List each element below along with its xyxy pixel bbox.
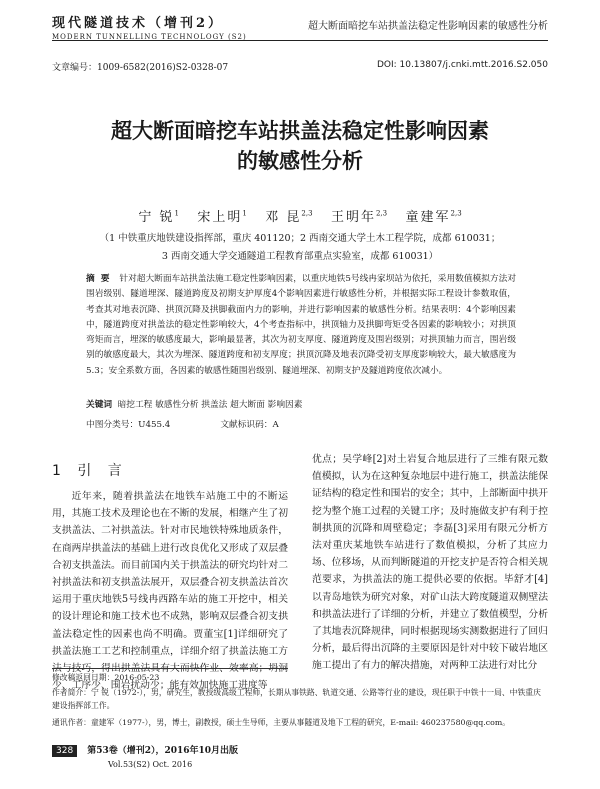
issue-cn: 第53卷（增刊2），2016年10月出版: [87, 746, 239, 756]
classification: [86, 418, 329, 430]
paper-title-line-1: 超大断面暗挖车站拱盖法稳定性影响因素: [111, 119, 489, 143]
keywords-text: 暗挖工程 敏感性分析 拱盖法 超大断面 影响因素: [117, 400, 303, 410]
abstract-label: 摘要: [86, 274, 116, 284]
running-title: 超大断面暗挖车站拱盖法稳定性影响因素的敏感性分析: [308, 21, 548, 32]
doi: DOI: 10.13807/j.cnki.mtt.2016.S2.050: [376, 60, 548, 70]
author-name: 邓 昆: [265, 210, 302, 225]
affiliation-line-1: （1 中铁重庆地铁建设指挥部，重庆 401120；2 西南交通大学土木工程学院，成都 610031；: [99, 233, 501, 244]
footnote-rule: [52, 668, 288, 669]
author-affil-mark: 2,3: [450, 209, 462, 218]
author-name: 宁 锐: [138, 210, 175, 225]
page-number: 328: [52, 745, 77, 757]
clc-number: 中图分类号：U455.4: [86, 420, 171, 430]
author-name: 宋上明: [197, 210, 243, 225]
paper-title-line-2: 的敏感性分析: [237, 149, 363, 173]
abstract-text: 针对超大断面车站拱盖法施工稳定性影响因素，以重庆地铁5号线冉家坝站为依托，采用数值模拟方法对围岩级别、隧道埋深、隧道跨度及初期支护厚度4个影响因素进行敏感性分析，并根据实际工程设计参数取值，考查其对地表沉降、拱顶沉降及拱脚截面内力的影响，并进行影响因素的敏感性分析。结果表明：4个影响因素中，隧道跨度对拱盖法的稳定性影响较大，4个考查指标中，拱顶轴力及拱脚弯矩受各因素的影响较小；对拱顶弯矩而言，埋深的敏感度最大，影响最显著，其次为初支厚度、隧道跨度及围岩级别；对拱顶轴力而言，围岩级别的敏感度最大，其次为埋深、隧道跨度和初支厚度；拱顶沉降及地表沉降受初支厚度影响较大，最大敏感度为5.3；安全系数方面，各因素的敏感性随围岩级别、隧道埋深、初期支护及隧道跨度依次减小。: [86, 274, 517, 376]
abstract: [86, 272, 516, 379]
author-name: 童建军: [405, 210, 451, 225]
author-affil-mark: 1: [242, 209, 247, 218]
footnote-corresponding: 通讯作者：童建军（1977-），男，博士，副教授，硕士生导师，主要从事隧道及地下工程的研究，E-mail: 460237580@qq.com。: [52, 718, 511, 727]
header-rule: [52, 40, 548, 41]
journal-name-en: MODERN TUNNELLING TECHNOLOGY (S2): [52, 33, 247, 41]
document-code: 文献标识码：A: [220, 420, 279, 430]
author-affil-mark: 2,3: [301, 209, 313, 218]
footnote-received: 修改稿返回日期：2016-05-23: [52, 673, 160, 682]
issue-en: Vol.53(S2) Oct. 2016: [108, 760, 193, 769]
page-footer: [52, 743, 238, 757]
author-affil-mark: 2,3: [375, 209, 388, 218]
article-number: 文章编号：1009-6582(2016)S2-0328-07: [52, 63, 229, 73]
author-name: 王明年: [330, 210, 376, 225]
section-heading: 1 引 言: [52, 463, 128, 479]
author-list: [0, 206, 600, 225]
keywords: [86, 398, 516, 410]
journal-name-cn: 现代隧道技术（增刊2）: [52, 16, 225, 31]
author-affil-mark: 1: [174, 209, 179, 218]
affiliation-line-2: 3 西南交通大学交通隧道工程教育部重点实验室，成都 610031）: [161, 251, 439, 262]
body-right-column: 优点；吴学峰[2]对土岩复合地层进行了三维有限元数值模拟，认为在这种复杂地层中进行施工，拱盖法能保证结构的稳定性和围岩的安全；其中，上部断面中拱开挖为整个施工过程的关键工序；及时施做支护有利于控制拱顶的沉降和周壁稳定；李磊[3]采用有限元分析方法对重庆某地铁车站进行了数值模拟，分析了其应力场、位移场，从而判断隧道的开挖支护是否符合相关规范要求，为拱盖法的施工提供必要的依据。毕舒才[4]以青岛地铁为研究对象，对矿山法大跨度隧道双侧壁法和拱盖法进行了详细的分析，并建立了数值模型，分析了其地表沉降规律，同时根据现场实测数据进行了回归分析，最后得出沉降的主要原因是针对中较下破岩地区施工提出了有力的解决措施，对两种工法进行对比分: [312, 454, 548, 672]
keywords-label: 关键词: [86, 400, 113, 410]
journal-masthead: [52, 12, 247, 41]
footnote-author-intro: 作者简介：宁 锐（1972-），男，研究生，教授级高级工程师，长期从事铁路、轨道交通、公路等行业的建设，现任职于中铁十一局、中铁重庆建设指挥部工作。: [52, 688, 541, 710]
body-left-column: 近年来，随着拱盖法在地铁车站施工中的不断运用，其施工技术及理论也在不断的发展，相继产生了初支拱盖法、二衬拱盖法。针对市民地铁特殊地质条件，在商两岸拱盖法的基础上进行改良优化又形成了双层叠合初支拱盖法。而目前国内关于拱盖法的研究均针对二衬拱盖法和初支拱盖法展开，双层叠合初支拱盖法首次运用于重庆地铁5号线冉西路车站的施工开挖中，相关的设计理论和施工技术也不成熟，影响双层叠合初支拱盖法稳定性的因素也尚不明确。贾董宝[1]详细研究了拱盖法施工工艺和控制重点，详细介绍了拱盖法施工方法与技巧，得出拱盖法具有大而快作业、效率高；坍洞少、工序少、围岩扰动少；能有效加快施工进度等: [52, 491, 288, 692]
